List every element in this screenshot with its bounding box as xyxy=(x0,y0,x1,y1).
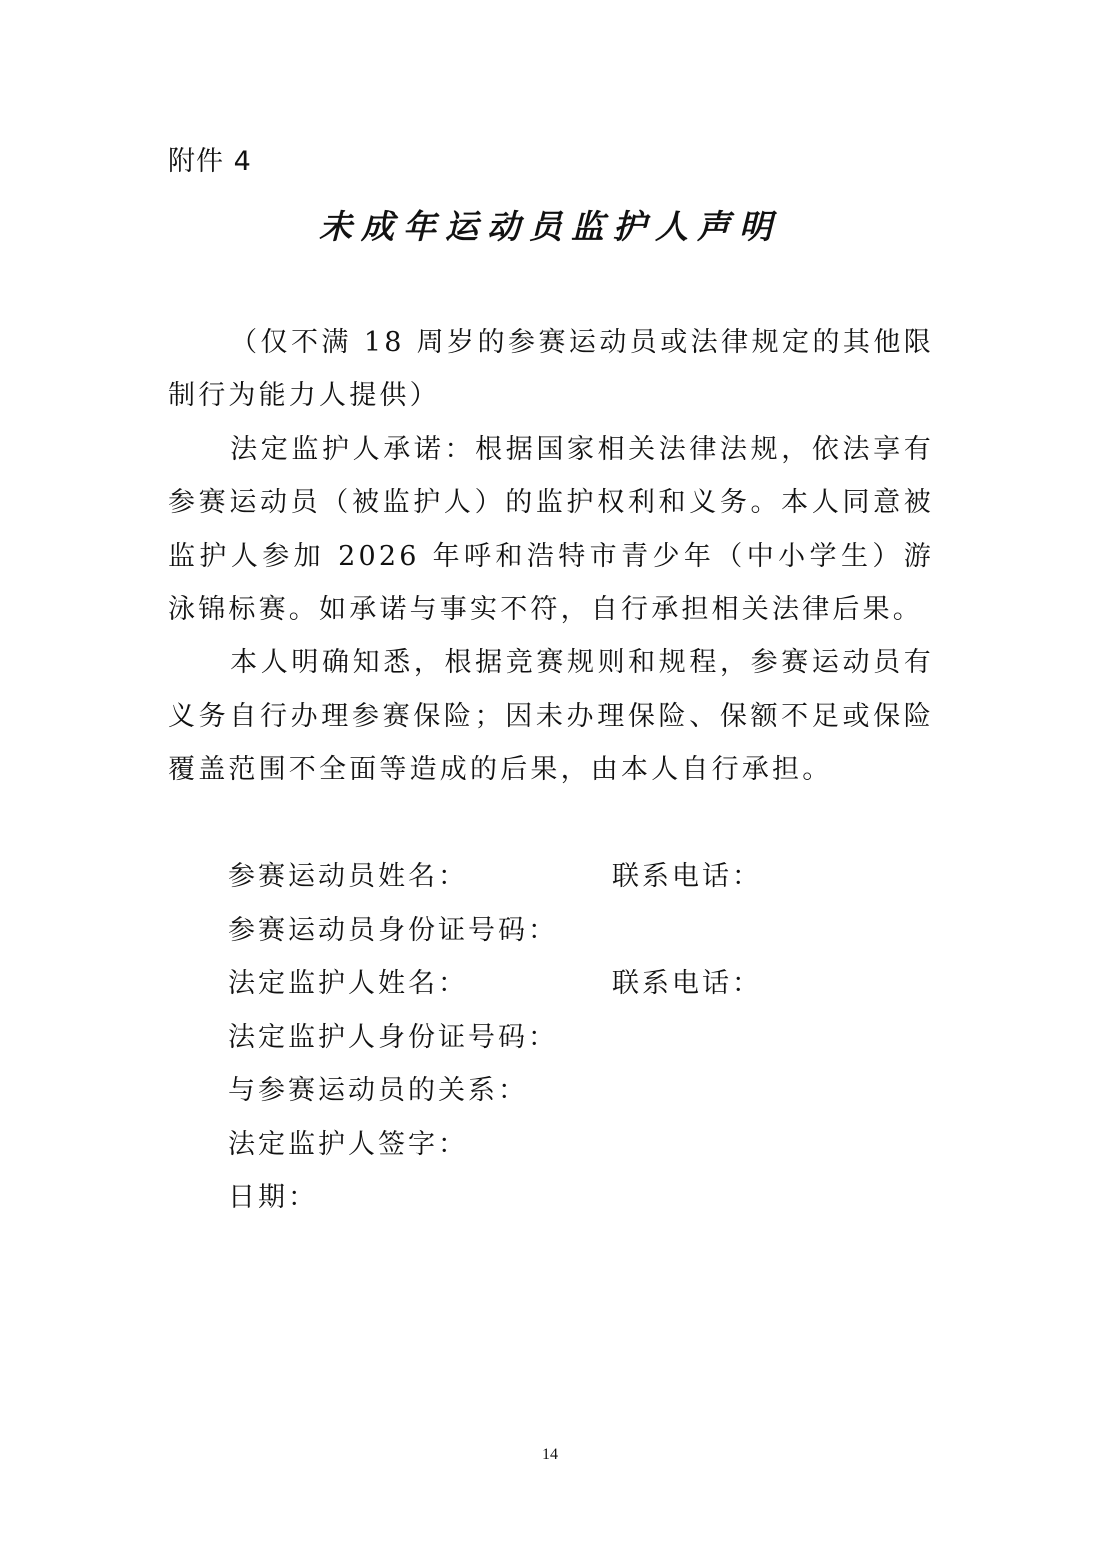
guardian-phone-label: 联系电话： xyxy=(612,968,762,999)
scope-note-paragraph: （仅不满 18 周岁的参赛运动员或法律规定的其他限制行为能力人提供） xyxy=(168,327,934,412)
insurance-acknowledgement-paragraph: 本人明确知悉，根据竞赛规则和规程，参赛运动员有义务自行办理参赛保险；因未办理保险、保额不足或保险覆盖范围不全面等造成的后果，由本人自行承担。 xyxy=(168,647,934,786)
guardian-id-row xyxy=(228,1011,928,1065)
relationship-label: 与参赛运动员的关系： xyxy=(228,1075,528,1106)
guardian-signature-row xyxy=(228,1118,928,1172)
declaration-body xyxy=(168,316,934,797)
attachment-label: 附件 4 xyxy=(168,146,252,177)
athlete-phone-label: 联系电话： xyxy=(612,861,762,892)
relationship-row xyxy=(228,1064,928,1118)
guardian-name-label: 法定监护人姓名： xyxy=(228,968,468,999)
guardian-name-row xyxy=(228,957,928,1011)
athlete-id-row xyxy=(228,904,928,958)
signature-fields xyxy=(228,850,928,1225)
guardian-id-label: 法定监护人身份证号码： xyxy=(228,1021,558,1053)
guardian-signature-label: 法定监护人签字： xyxy=(228,1128,468,1160)
document-title: 未成年运动员监护人声明 xyxy=(319,207,781,246)
date-row xyxy=(228,1171,928,1225)
guardian-commitment-paragraph: 法定监护人承诺：根据国家相关法律法规，依法享有参赛运动员（被监护人）的监护权利和义务。本人同意被监护人参加 2026 年呼和浩特市青少年（中小学生）游泳锦标赛。如承诺与事实不符，自行承担相关法律后果。 xyxy=(168,433,934,626)
page-number: 14 xyxy=(542,1446,558,1463)
athlete-name-row xyxy=(228,850,928,904)
athlete-name-label: 参赛运动员姓名： xyxy=(228,861,468,892)
date-label: 日期： xyxy=(228,1182,318,1213)
athlete-id-label: 参赛运动员身份证号码： xyxy=(228,914,558,946)
